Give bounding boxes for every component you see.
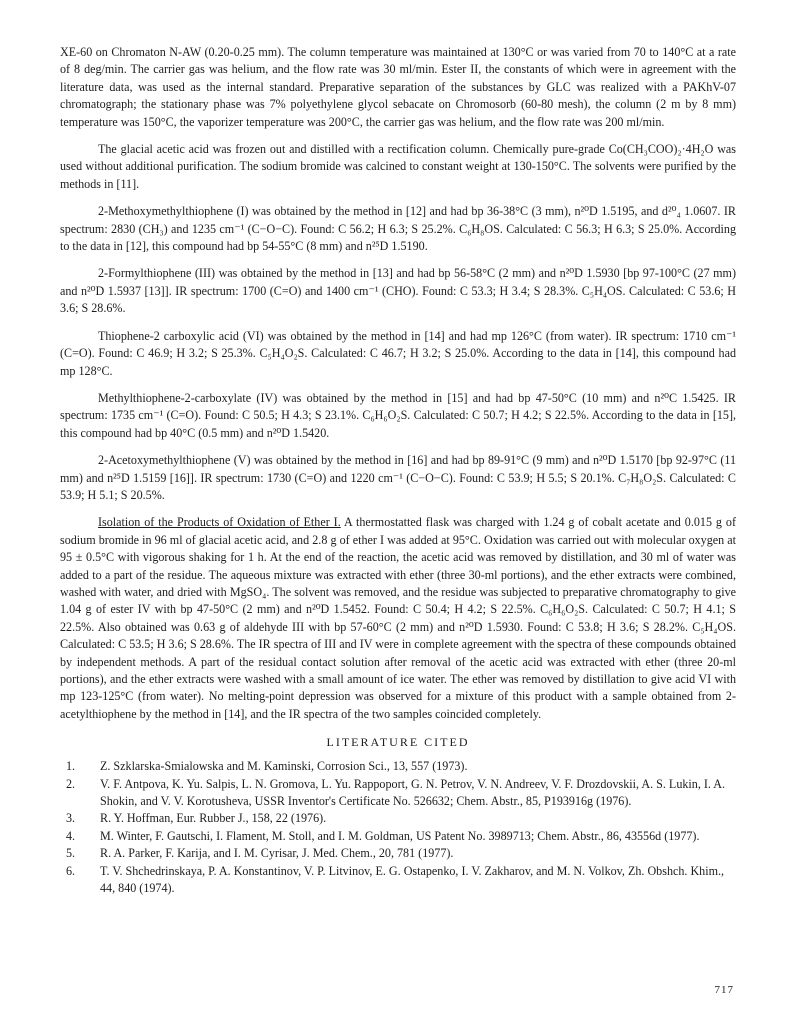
reference-number: 6. xyxy=(66,863,76,878)
reference-number: 2. xyxy=(66,776,76,791)
reference-text: Z. Szklarska-Smialowska and M. Kaminski, Corrosion Sci., 13, 557 (1973). xyxy=(100,759,468,774)
reference-text: T. V. Shchedrinskaya, P. A. Konstantinov, V. P. Litvinov, E. G. Ostapenko, I. V. Zakharov, and M. N. Volkov, Zh. Obshch. Khim., 44, 840 (1974). xyxy=(100,863,725,896)
reference-item xyxy=(60,758,736,775)
compound-paragraph-methoxymethylthiophene: 2-Methoxymethylthiophene (I) was obtained by the method in [12] and had bp 36-38°C (3 mm), n²⁰D 1.5195, and d²⁰₄ 1.0607. IR spectrum: 2830 (CH₃) and 1235 cm⁻¹ (C−O−C). Found: C 56.2; H 6.3; S 25.2%. C₆H₈OS. Calculated: C 56.3; H 6.3; S 25.0%. According to the data in [12], this compound had bp 54-55°C (8 mm) and n²⁵D 1.5190. xyxy=(60,204,736,254)
reference-list xyxy=(60,758,736,897)
reference-text: V. F. Antpova, K. Yu. Salpis, L. N. Gromova, L. Yu. Rappoport, G. N. Petrov, V. N. Andreev, V. F. Drozdovskii, A. S. Lukin, I. A. Shokin, and V. V. Korotusheva, USSR Inventor's Certificate No. 526632; Chem. Abstr., 85, P193916g (1976). xyxy=(100,776,726,809)
compound-paragraph-acetoxymethylthiophene: 2-Acetoxymethylthiophene (V) was obtained by the method in [16] and had bp 89-91°C (9 mm) and n²⁰D 1.5170 [bp 92-97°C (11 mm) and n²⁵D 1.5159 [16]]. IR spectrum: 1730 (C=O) and 1220 cm⁻¹ (C−O−C). Found: C 53.9; H 5.5; S 20.1%. C₇H₈O₂S. Calculated: C 53.9; H 5.1; S 20.5%. xyxy=(60,453,736,502)
reference-number: 1. xyxy=(66,759,76,774)
reference-item xyxy=(60,845,736,862)
isolation-text: A thermostatted flask was charged with 1.24 g of cobalt acetate and 0.015 g of sodium bromide in 96 ml of glacial acetic acid, and 2.8 g of ether I was added at 95°C. Oxidation was carried out with molecular oxygen at 95 ± 0.5°C with vigorous shaking for 1 h. At the end of the reaction, the acetic acid was removed by distillation, and 30 ml of water was added to a part of the residue. The aqueous mixture was extracted with ether (three 30-ml portions), and the ether extracts were combined, washed with water, and dried with MgSO₄. The solvent was removed, and the residue was subjected to preparative chromatography to give 1.04 g of ester IV with bp 47-50°C (2 mm) and n²⁰D 1.5452. Found: C 50.4; H 4.2; S 22.5%. C₆H₆O₂S. Calculated: C 50.7; H 4.1; S 22.5%. Also obtained was 0.63 g of aldehyde III with bp 57-60°C (2 mm) and n²⁰D 1.5930. Found: C 53.8; H 3.6; S 28.2%. C₅H₄OS. Calculated: C 53.5; H 3.6; S 28.6%. The IR spectra of III and IV were in complete agreement with the spectra of these compounds obtained by independent methods. A part of the residual contact solution after removal of the acetic acid was extracted with ether (three 20-ml portions), and the ether extracts were washed with a small amount of ice water. The ether was removed by distillation to give acid VI with mp 123-125°C (from water). No melting-point depression was observed for a mixture of this product with a sample obtained from 2-acetylthiophene by the method in [14], and the IR spectra of the two samples coincided completely. xyxy=(60,515,736,721)
reference-item xyxy=(60,828,736,845)
compound-paragraph-formylthiophene: 2-Formylthiophene (III) was obtained by the method in [13] and had bp 56-58°C (2 mm) and n²⁰D 1.5930 [bp 97-100°C (27 mm) and n²⁰D 1.5937 [13]]. IR spectrum: 1700 (C=O) and 1400 cm⁻¹ (CHO). Found: C 53.3; H 3.4; S 28.3%. C₅H₄OS. Calculated: C 53.6; H 3.6; S 28.6%. xyxy=(60,266,736,316)
methods-paragraph-reagents: The glacial acetic acid was frozen out and distilled with a rectification column. Chemically pure-grade Co(CH₃COO)₂·4H₂O was used without additional purification. The sodium bromide was calcined to constant weight at 130-150°C. The solvents were purified by the methods in [11]. xyxy=(60,142,736,191)
reference-text: R. Y. Hoffman, Eur. Rubber J., 158, 22 (1976). xyxy=(100,811,327,826)
reference-number: 4. xyxy=(66,828,76,843)
reference-item xyxy=(60,810,736,827)
reference-number: 5. xyxy=(66,846,76,861)
reference-text: M. Winter, F. Gautschi, I. Flament, M. Stoll, and I. M. Goldman, US Patent No. 3989713; Chem. Abstr., 86, 43556d (1977). xyxy=(100,828,700,843)
literature-cited-heading: LITERATURE CITED xyxy=(326,735,470,750)
methods-paragraph-gc: XE-60 on Chromaton N-AW (0.20-0.25 mm). The column temperature was maintained at 130°C or was varied from 70 to 140°C at a rate of 8 deg/min. The carrier gas was helium, and the flow rate was 30 ml/min. Ester II, the constants of which were in agreement with the literature data, was used as the internal standard. Preparative separation of the substances by GLC was realized with a PAKhV-07 chromatograph; the stationary phase was 7% polyethylene glycol sebacate on Chromosorb (60-80 mesh), the column (2 m by 8 mm) temperature was 150°C, the vaporizer temperature was 200°C, the carrier gas was helium, and the flow rate was 200 ml/min. xyxy=(60,45,736,129)
reference-item xyxy=(60,863,736,898)
page-number: 717 xyxy=(714,984,734,996)
compound-paragraph-methylthiophene-carboxylate: Methylthiophene-2-carboxylate (IV) was obtained by the method in [15] and had bp 47-50°C (10 mm) and n²⁰C 1.5425. IR spectrum: 1735 cm⁻¹ (C=O). Found: C 50.5; H 4.3; S 23.1%. C₆H₆O₂S. Calculated: C 50.7; H 4.2; S 22.5%. According to the data in [15], this compound had bp 40°C (0.5 mm) and n²⁰D 1.5420. xyxy=(60,390,736,440)
reference-text: R. A. Parker, F. Karija, and I. M. Cyrisar, J. Med. Chem., 20, 781 (1977). xyxy=(100,846,454,861)
reference-item xyxy=(60,776,736,811)
compound-paragraph-thiophene-carboxylic-acid: Thiophene-2 carboxylic acid (VI) was obtained by the method in [14] and had mp 126°C (from water). IR spectrum: 1710 cm⁻¹ (C=O). Found: C 46.9; H 3.2; S 25.3%. C₅H₄O₂S. Calculated: C 46.7; H 3.2; S 25.0%. According to the data in [14], this compound had mp 128°C. xyxy=(60,328,736,378)
reference-number: 3. xyxy=(66,811,76,826)
isolation-paragraph xyxy=(60,514,736,723)
isolation-heading: Isolation of the Products of Oxidation of Ether I. xyxy=(98,515,341,530)
